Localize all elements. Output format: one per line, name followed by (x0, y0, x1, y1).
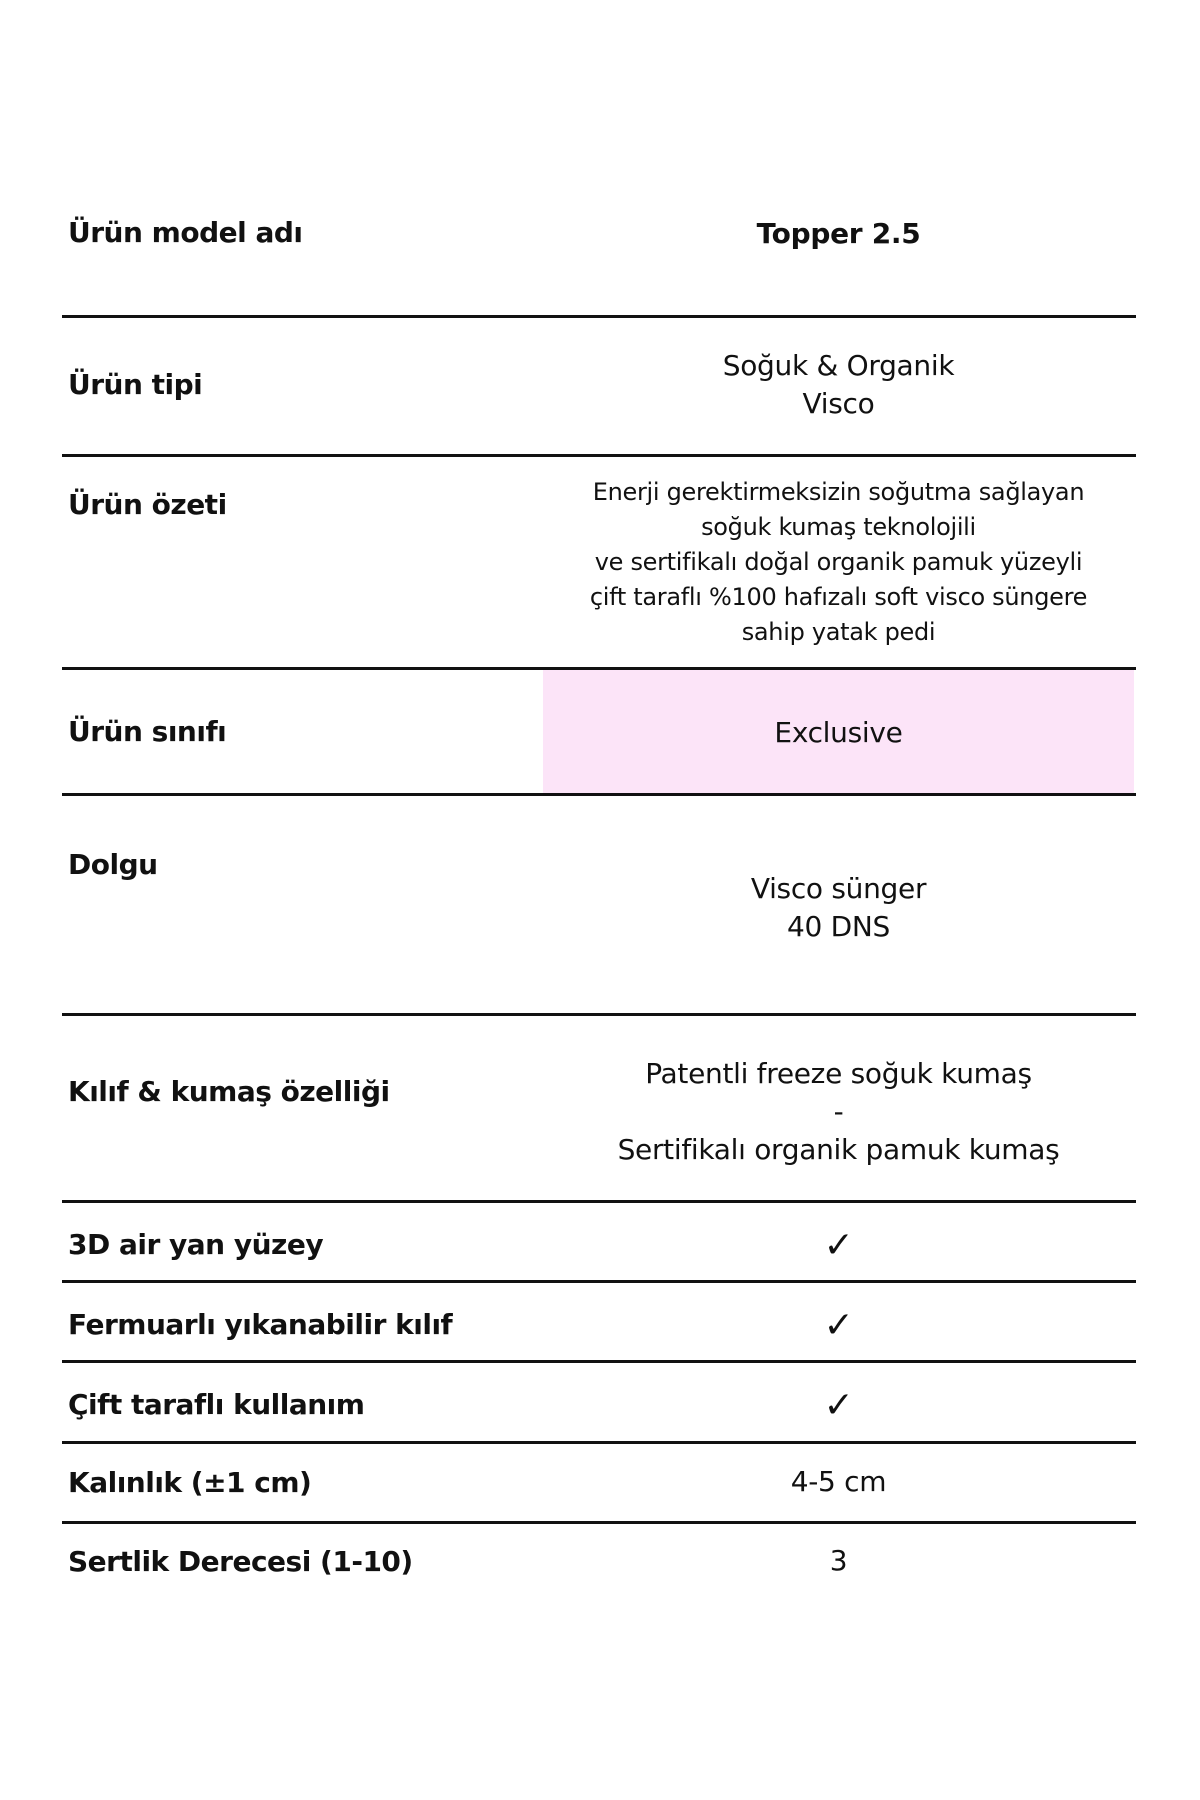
row-divider (62, 1200, 1136, 1203)
value-thickness: 4-5 cm (790, 1465, 887, 1498)
value-line: 40 DNS (786, 910, 890, 943)
row-divider (62, 1013, 1136, 1016)
label-firmness: Sertlik Derecesi (1-10) (68, 1545, 413, 1578)
value-line: Soğuk & Organik (722, 349, 955, 382)
row-divider (62, 793, 1136, 796)
value-filling (543, 870, 1134, 946)
value-model-name: Topper 2.5 (756, 217, 921, 250)
label-filling: Dolgu (68, 848, 158, 881)
row-divider (62, 315, 1136, 318)
label-product-type: Ürün tipi (68, 368, 203, 401)
summary-line: soğuk kumaş teknolojili (701, 513, 976, 541)
row-divider (62, 1280, 1136, 1283)
summary-line: sahip yatak pedi (741, 618, 936, 646)
value-product-type (543, 347, 1134, 423)
label-model-name: Ürün model adı (68, 216, 303, 249)
label-double-sided-use: Çift taraflı kullanım (68, 1388, 365, 1421)
value-line: Patentli freeze soğuk kumaş (645, 1057, 1032, 1090)
row-divider (62, 1441, 1136, 1444)
label-product-summary: Ürün özeti (68, 488, 227, 521)
checkmark-icon: ✓ (823, 1385, 854, 1426)
label-thickness: Kalınlık (±1 cm) (68, 1466, 312, 1499)
value-line: Visco (802, 387, 875, 420)
value-product-summary (543, 475, 1134, 650)
summary-line: Enerji gerektirmeksizin soğutma sağlayan (592, 478, 1085, 506)
label-zippered-washable-cover: Fermuarlı yıkanabilir kılıf (68, 1308, 453, 1341)
value-firmness: 3 (829, 1544, 848, 1577)
value-line: Visco sünger (750, 872, 927, 905)
value-line: Sertifikalı organik pamuk kumaş (617, 1133, 1060, 1166)
label-product-class: Ürün sınıfı (68, 715, 227, 748)
summary-line: ve sertifikalı doğal organik pamuk yüzeyli (594, 548, 1083, 576)
checkmark-icon: ✓ (823, 1305, 854, 1346)
row-divider (62, 1521, 1136, 1524)
summary-line: çift taraflı %100 hafızalı soft visco süngere (589, 583, 1088, 611)
label-cover-fabric: Kılıf & kumaş özelliği (68, 1075, 390, 1108)
row-divider (62, 1360, 1136, 1363)
checkmark-icon: ✓ (823, 1225, 854, 1266)
value-cover-fabric (543, 1055, 1134, 1169)
row-divider (62, 454, 1136, 457)
value-product-class: Exclusive (774, 716, 903, 749)
value-line: - (833, 1095, 844, 1128)
label-3d-air-side: 3D air yan yüzey (68, 1228, 324, 1261)
